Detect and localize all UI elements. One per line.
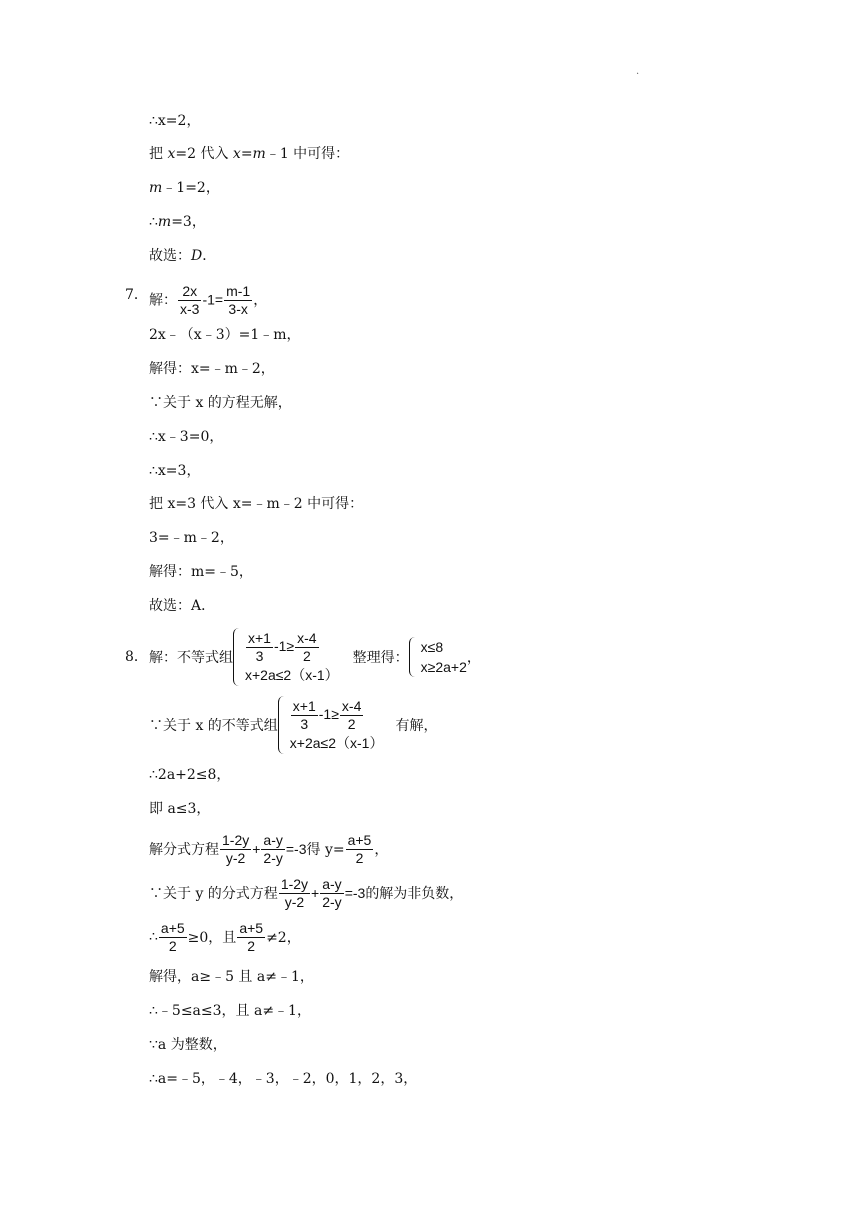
step-line: ∵关于 x 的方程无解， [149,395,292,411]
fraction-equation-line: 解分式方程 $\frac{1-2y}{y-2}$ + $\frac{a-y}{2-y}$ =-3 得 y= $\frac{a+5}{2}$ ， [149,831,389,866]
inequality-system: $\frac{x+1}{3}$ -1≥ $\frac{x-4}{2}$ x+2a≤2（x-1） [233,628,339,686]
inequality-system: $\frac{x+1}{3}$ -1≥ $\frac{x-4}{2}$ x+2a≤2（x-1） [278,696,384,754]
answer-line: 故选：A． [149,598,216,614]
step-line: ∵a 为整数， [149,1037,227,1053]
step-line: 解得，a≥﹣5 且 a≠﹣1， [149,969,314,985]
step-line: 即 a≤3， [149,801,211,817]
condition-line: ∴ $\frac{a+5}{2}$ ≥0，且 $\frac{a+5}{2}$ ≠2， [149,919,301,954]
step-line: 解得：m=﹣5， [149,564,253,580]
step-line: 3=﹣m﹣2， [149,530,234,546]
simplified-system: x≤8 x≥2a+2 [409,637,467,677]
step-line: ∴m=3， [149,214,206,230]
q7-equation: 解： $\frac{2x}{x-3}$ -1= $\frac{m-1}{3-x}$ ， [149,283,268,317]
step-line: ∴x=2， [149,113,201,129]
fraction-equation-line: ∵关于 y 的分式方程 $\frac{1-2y}{y-2}$ + $\frac{a-y}{2-y}$ =-3 的解为非负数， [149,875,464,910]
fraction: $\frac{2x}{x-3}$ [180,283,200,317]
q8-system-line: ∵关于 x 的不等式组 $\frac{x+1}{3}$ -1≥ $\frac{x-4}{2}$ x+2a≤2（x-1） 有解， [149,692,437,758]
step-line: 2x﹣（x﹣3）=1﹣m， [149,327,301,343]
answer-line: 故选：D． [149,248,217,264]
step-line: ∴x﹣3=0， [149,429,224,445]
step-line: 把 x=3 代入 x=﹣m﹣2 中可得： [149,496,364,512]
fraction: $\frac{m-1}{3-x}$ [226,283,251,317]
step-line: m﹣1=2， [149,180,220,196]
q8-system-line: 解：不等式组 $\frac{x+1}{3}$ -1≥ $\frac{x-4}{2}$ x+2a≤2（x-1） 整理得： x≤8 x≥2a+2 ， [149,624,481,690]
step-line: 把 x=2 代入 x=m﹣1 中可得： [149,146,350,162]
step-line: ∴a=﹣5，﹣4，﹣3，﹣2，0，1，2，3， [149,1071,418,1087]
question-number-8: 8． [125,649,148,665]
question-number-7: 7． [125,287,148,303]
step-line: ∴x=3， [149,463,201,479]
step-line: ∴2a+2≤8， [149,767,231,783]
page-mark: . [636,66,640,77]
step-line: ∴﹣5≤a≤3，且 a≠﹣1， [149,1003,311,1019]
step-line: 解得：x=﹣m﹣2， [149,361,275,377]
